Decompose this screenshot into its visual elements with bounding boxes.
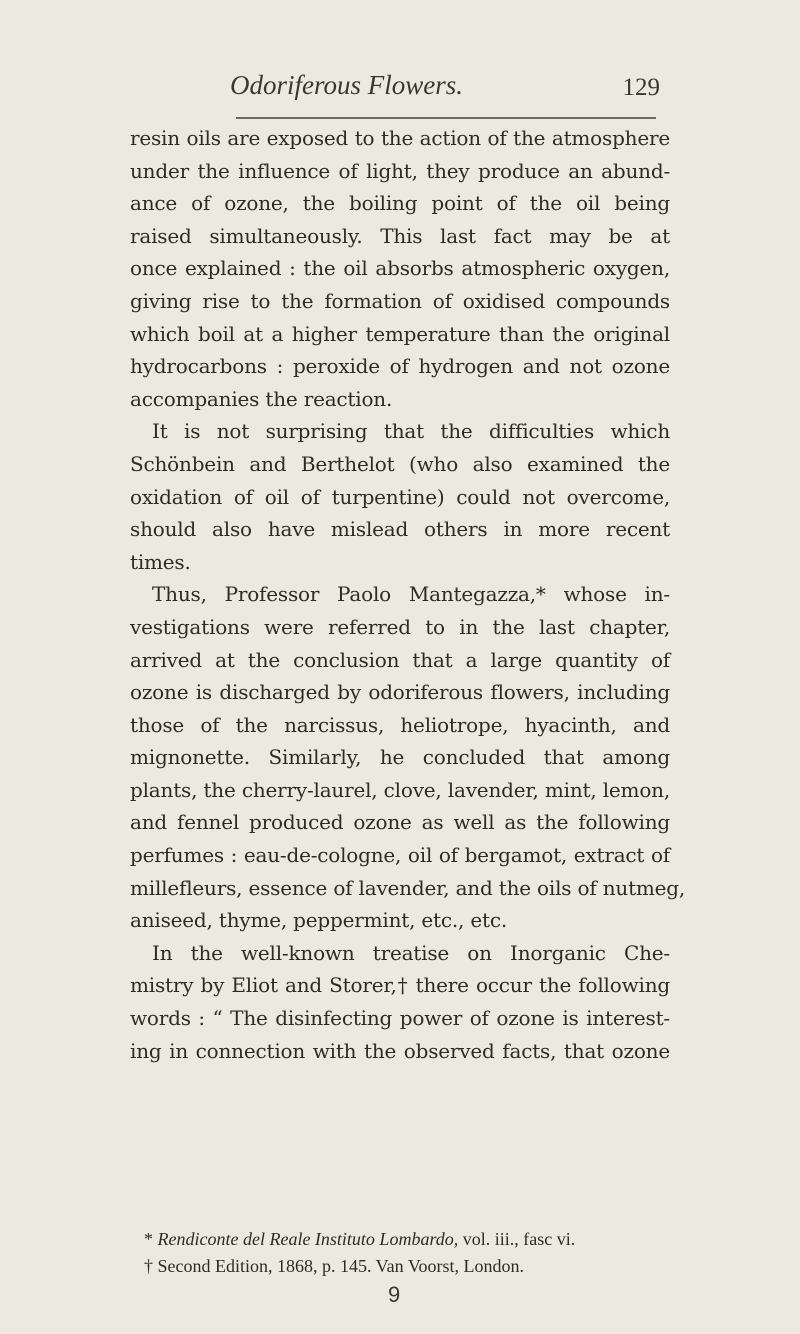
body-text bbox=[130, 122, 686, 1067]
text-line: oxidation of oil of turpentine) could not overcome, bbox=[130, 484, 670, 509]
text-line: It is not surprising that the difficulties which bbox=[152, 419, 670, 444]
footnote-1-details: vol. iii., fasc vi. bbox=[458, 1229, 576, 1249]
text-line: In the well-known treatise on Inorganic Che- bbox=[152, 940, 670, 965]
text-line: words : “ The disinfecting power of ozone is interest- bbox=[130, 1006, 670, 1031]
signature-mark: 9 bbox=[388, 1282, 401, 1307]
text-line: hydrocarbons : peroxide of hydrogen and not ozone bbox=[130, 354, 670, 379]
text-line: resin oils are exposed to the action of the atmosphere bbox=[130, 126, 670, 150]
text-line: ing in connection with the observed facts, that ozone bbox=[130, 1038, 670, 1063]
text-line: once explained : the oil absorbs atmospheric oxygen, bbox=[130, 256, 670, 281]
page-number: 129 bbox=[622, 74, 660, 101]
page-header bbox=[130, 70, 660, 114]
text-line: mignonette. Similarly, he concluded that among bbox=[130, 745, 670, 770]
text-line: should also have mislead others in more recent bbox=[130, 517, 670, 542]
text-line: plants, the cherry-laurel, clove, lavender, mint, lemon, bbox=[130, 777, 670, 802]
text-line: arrived at the conclusion that a large quantity of bbox=[130, 647, 670, 672]
text-line: those of the narcissus, heliotrope, hyacinth, and bbox=[130, 712, 670, 737]
text-line: vestigations were referred to in the last chapter, bbox=[130, 614, 670, 639]
text-line: Schönbein and Berthelot (who also examined the bbox=[130, 451, 670, 476]
text-line: perfumes : eau-de-cologne, oil of bergamot, extract of bbox=[130, 843, 670, 868]
text-line: giving rise to the formation of oxidised compounds bbox=[130, 288, 670, 313]
text-line: mistry by Eliot and Storer,† there occur the following bbox=[130, 973, 670, 998]
footnote-mark: * bbox=[144, 1229, 153, 1249]
text-line: ozone is discharged by odoriferous flowers, including bbox=[130, 680, 670, 705]
text-line: and fennel produced ozone as well as the following bbox=[130, 810, 670, 835]
text-line: millefleurs, essence of lavender, and the oils of nutmeg, bbox=[130, 875, 686, 900]
footnote-1 bbox=[130, 1226, 670, 1253]
text-line: ance of ozone, the boiling point of the oil being bbox=[130, 191, 670, 216]
footnote-1-title: Rendiconte del Reale Instituto Lombardo, bbox=[157, 1229, 459, 1249]
text-line: accompanies the reaction. bbox=[130, 386, 393, 411]
text-line: times. bbox=[130, 549, 191, 574]
footnotes bbox=[130, 1226, 670, 1280]
text-line: raised simultaneously. This last fact may be at bbox=[130, 223, 670, 248]
text-line: aniseed, thyme, peppermint, etc., etc. bbox=[130, 908, 507, 933]
header-rule bbox=[236, 117, 656, 119]
text-line: Thus, Professor Paolo Mantegazza,* whose in- bbox=[152, 582, 670, 607]
text-line: under the influence of light, they produce an abund- bbox=[130, 158, 670, 183]
footnote-2: † Second Edition, 1868, p. 145. Van Voorst, London. bbox=[144, 1256, 525, 1276]
running-title: Odoriferous Flowers. bbox=[230, 70, 464, 100]
text-line: which boil at a higher temperature than the original bbox=[130, 321, 670, 346]
